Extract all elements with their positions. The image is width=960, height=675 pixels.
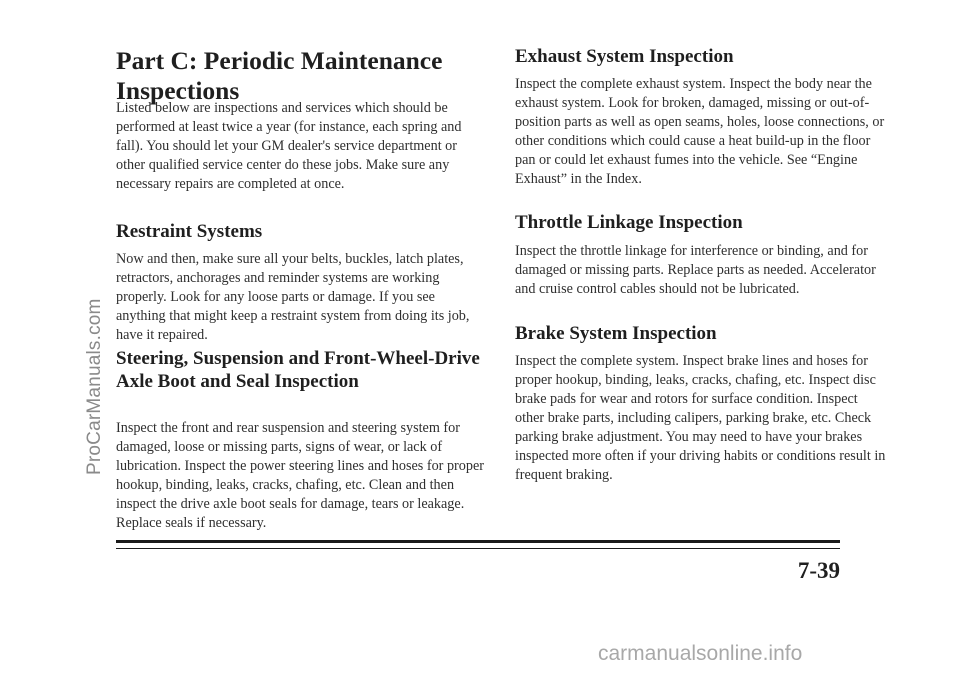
restraint-systems-heading: Restraint Systems <box>116 221 263 242</box>
footer-rule-thin <box>116 548 840 549</box>
page-title: Part C: Periodic Maintenance Inspections <box>116 46 443 105</box>
steering-suspension-body: Inspect the front and rear suspension and steering system for damaged, loose or missing parts, signs of wear, or lack of lubrication. Inspect the power steering lines and hoses for proper hookup, binding, leaks, cracks, chafing, etc. Clean and then inspect the drive axle boot seals for damage, tears or leakage. Replace seals if necessary. <box>116 420 484 531</box>
page-number: 7-39 <box>797 558 840 583</box>
brake-system-heading: Brake System Inspection <box>515 323 717 344</box>
intro-paragraph: Listed below are inspections and services which should be performed at least twice a year (for instance, each spring and fall). You should let your GM dealer's service department or other qualified service center do these jobs. Make sure any necessary repairs are completed at once. <box>116 100 462 192</box>
exhaust-system-body: Inspect the complete exhaust system. Inspect the body near the exhaust system. Look for broken, damaged, missing or out-of-position parts as well as open seams, holes, loose connections, or other conditions which could cause a heat build-up in the floor pan or could let exhaust fumes into the vehicle. See “Engine Exhaust” in the Index. <box>515 76 885 187</box>
bottom-watermark: carmanualsonline.info <box>598 642 803 665</box>
throttle-linkage-heading: Throttle Linkage Inspection <box>515 212 743 233</box>
steering-suspension-heading: Steering, Suspension and Front-Wheel-Drive Axle Boot and Seal Inspection <box>116 348 480 392</box>
side-watermark: ProCarManuals.com <box>84 298 105 475</box>
footer-rule-thick <box>116 540 840 543</box>
restraint-systems-body: Now and then, make sure all your belts, buckles, latch plates, retractors, anchorages and reminder systems are working properly. Look for any loose parts or damage. If you see anything that might keep a restraint system from doing its job, have it repaired. <box>116 251 470 343</box>
brake-system-body: Inspect the complete system. Inspect brake lines and hoses for proper hookup, binding, leaks, cracks, chafing, etc. Inspect disc brake pads for wear and rotors for surface condition. Inspect other brake parts, including calipers, parking brake, etc. Check parking brake adjustment. You may need to have your brakes inspected more often if your driving habits or conditions result in frequent braking. <box>515 353 886 483</box>
exhaust-system-heading: Exhaust System Inspection <box>515 46 734 67</box>
throttle-linkage-body: Inspect the throttle linkage for interference or binding, and for damaged or missing parts. Replace parts as needed. Accelerator and cruise control cables should not be lubricated. <box>515 243 876 297</box>
